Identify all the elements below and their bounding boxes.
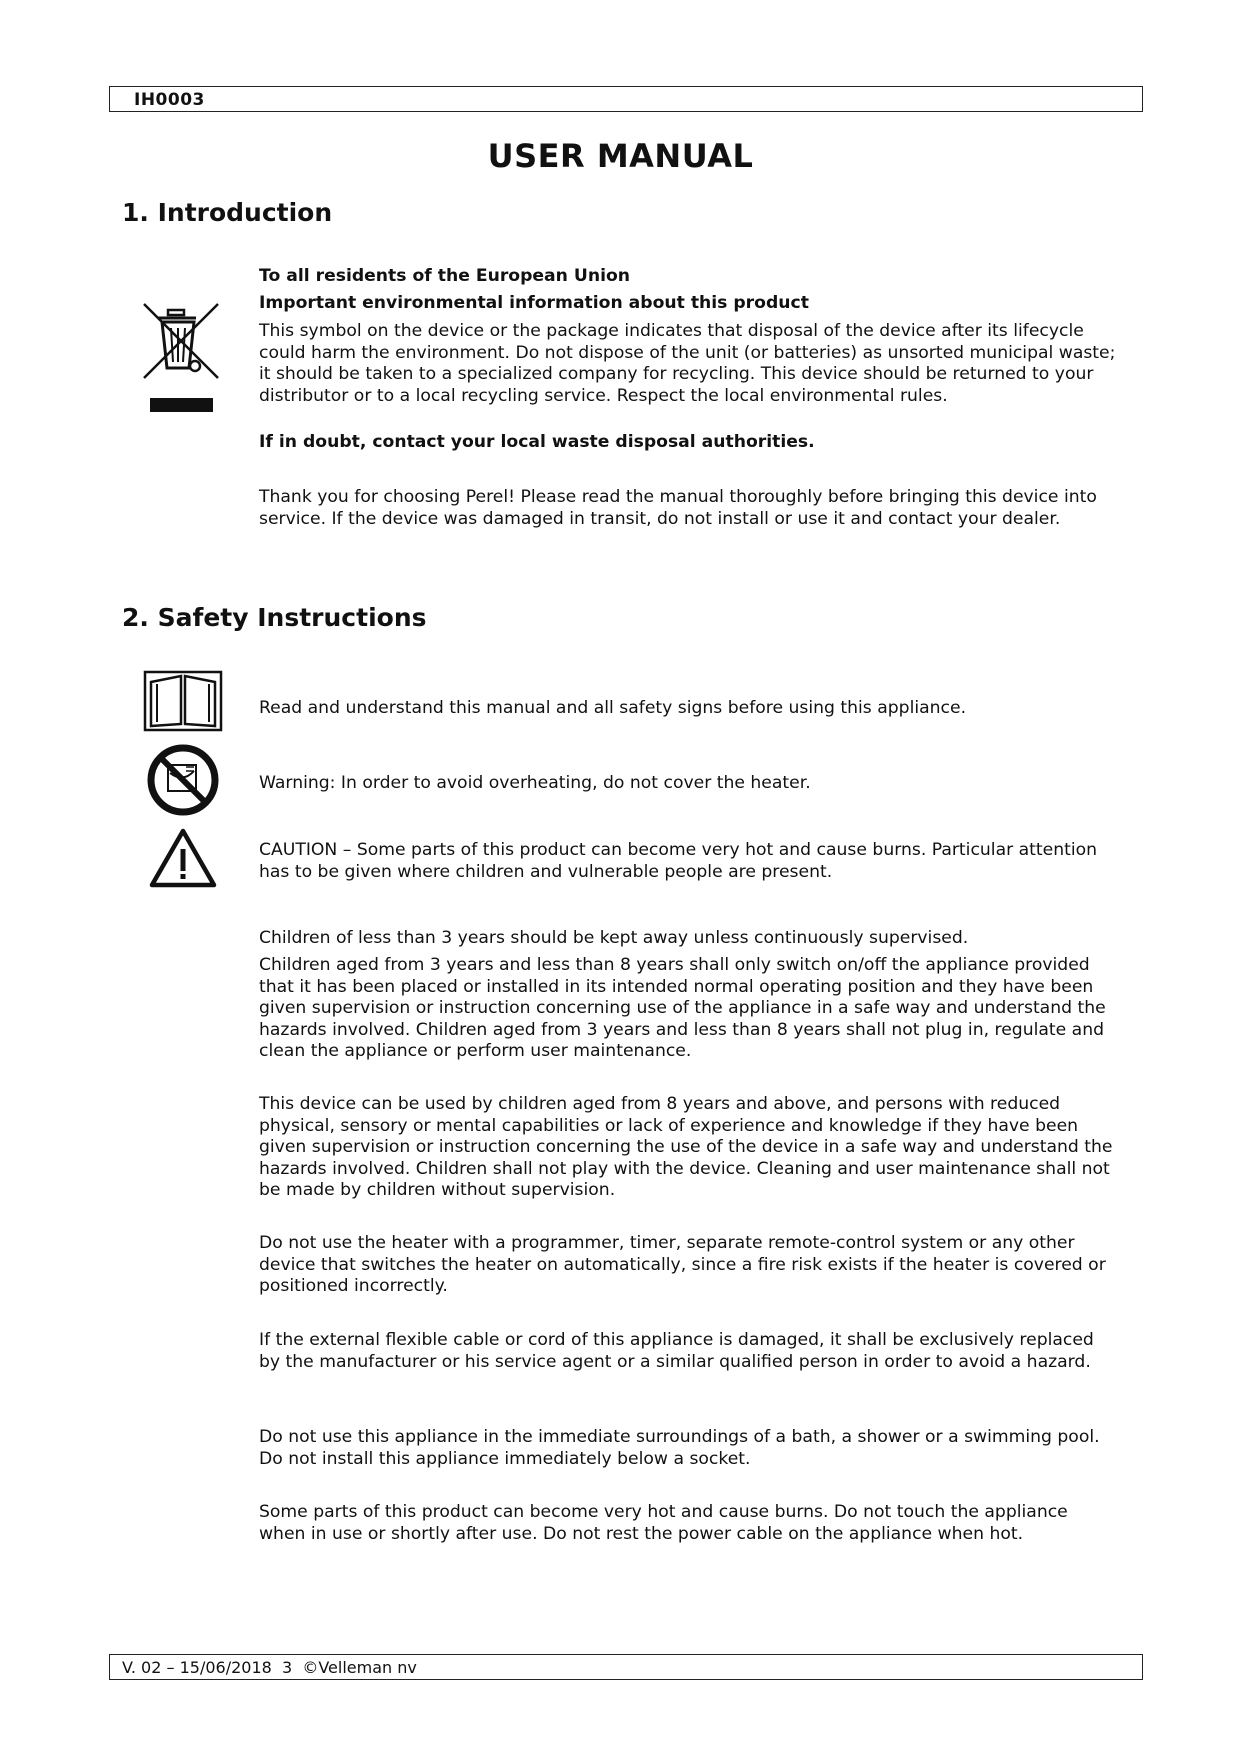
weee-bin-icon bbox=[140, 300, 230, 420]
safety-paragraph: Do not use the heater with a programmer, timer, separate remote-control system or any other device that switches the heater on automatically, since a fire risk exists if the heater is covered or positioned incorrectly. bbox=[259, 1233, 1106, 1296]
footer-box bbox=[109, 1654, 1143, 1680]
header-box bbox=[109, 86, 1143, 112]
safety-paragraph: This device can be used by children aged from 8 years and above, and persons with reduced physical, sensory or mental capabilities or lack of experience and knowledge if they have been given supervision or instruction concerning the use of the device in a safe way and understand the hazards involved. Children shall not play with the device. Cleaning and user maintenance shall not be made by children without supervision. bbox=[259, 1094, 1113, 1200]
caution-text: CAUTION – Some parts of this product can become very hot and cause burns. Particular attention has to be given where children and vulnerable people are present. bbox=[259, 840, 1098, 882]
safety-heading: 2. Safety Instructions bbox=[122, 603, 427, 632]
intro-heading: 1. Introduction bbox=[122, 198, 333, 227]
read-manual-text: Read and understand this manual and all safety signs before using this appliance. bbox=[259, 698, 967, 718]
page-title: USER MANUAL bbox=[487, 137, 754, 175]
no-cover-warning: Warning: In order to avoid overheating, do not cover the heater. bbox=[259, 773, 811, 793]
model-code: IH0003 bbox=[134, 90, 205, 110]
safety-paragraph: Do not use this appliance in the immediate surroundings of a bath, a shower or a swimming pool. Do not install this appliance immediately below a socket. bbox=[259, 1427, 1100, 1469]
caution-triangle-icon bbox=[148, 827, 218, 889]
footer-text: V. 02 – 15/06/2018 3 ©Velleman nv bbox=[122, 1658, 417, 1677]
environmental-heading: Important environmental information about this product bbox=[259, 293, 809, 313]
environmental-text: This symbol on the device or the package indicates that disposal of the device after its lifecycle could harm the environment. Do not dispose of the unit (or batteries) as unsorted municipal waste; it should be taken to a specialized company for recycling. This device should be returned to your distributor or to a local recycling service. Respect the local environmental rules. bbox=[259, 321, 1116, 406]
thank-you-text: Thank you for choosing Perel! Please read the manual thoroughly before bringing this device into service. If the device was damaged in transit, do not install or use it and contact your dealer. bbox=[259, 487, 1097, 529]
safety-paragraph: Children of less than 3 years should be kept away unless continuously supervised. bbox=[259, 928, 969, 948]
read-manual-icon bbox=[143, 670, 223, 732]
safety-paragraph: If the external flexible cable or cord of this appliance is damaged, it shall be exclusively replaced by the manufacturer or his service agent or a similar qualified person in order to avoid a hazard. bbox=[259, 1330, 1094, 1372]
do-not-cover-icon bbox=[146, 743, 220, 817]
disposal-doubt-line: If in doubt, contact your local waste disposal authorities. bbox=[259, 432, 815, 452]
eu-residents-line: To all residents of the European Union bbox=[259, 266, 631, 286]
safety-paragraph: Some parts of this product can become very hot and cause burns. Do not touch the appliance when in use or shortly after use. Do not rest the power cable on the appliance when hot. bbox=[259, 1502, 1068, 1544]
safety-paragraph: Children aged from 3 years and less than 8 years shall only switch on/off the appliance provided that it has been placed or installed in its intended normal operating position and they have been given supervision or instruction concerning use of the appliance in a safe way and understand the hazards involved. Children aged from 3 years and less than 8 years shall not plug in, regulate and clean the appliance or perform user maintenance. bbox=[259, 955, 1106, 1061]
